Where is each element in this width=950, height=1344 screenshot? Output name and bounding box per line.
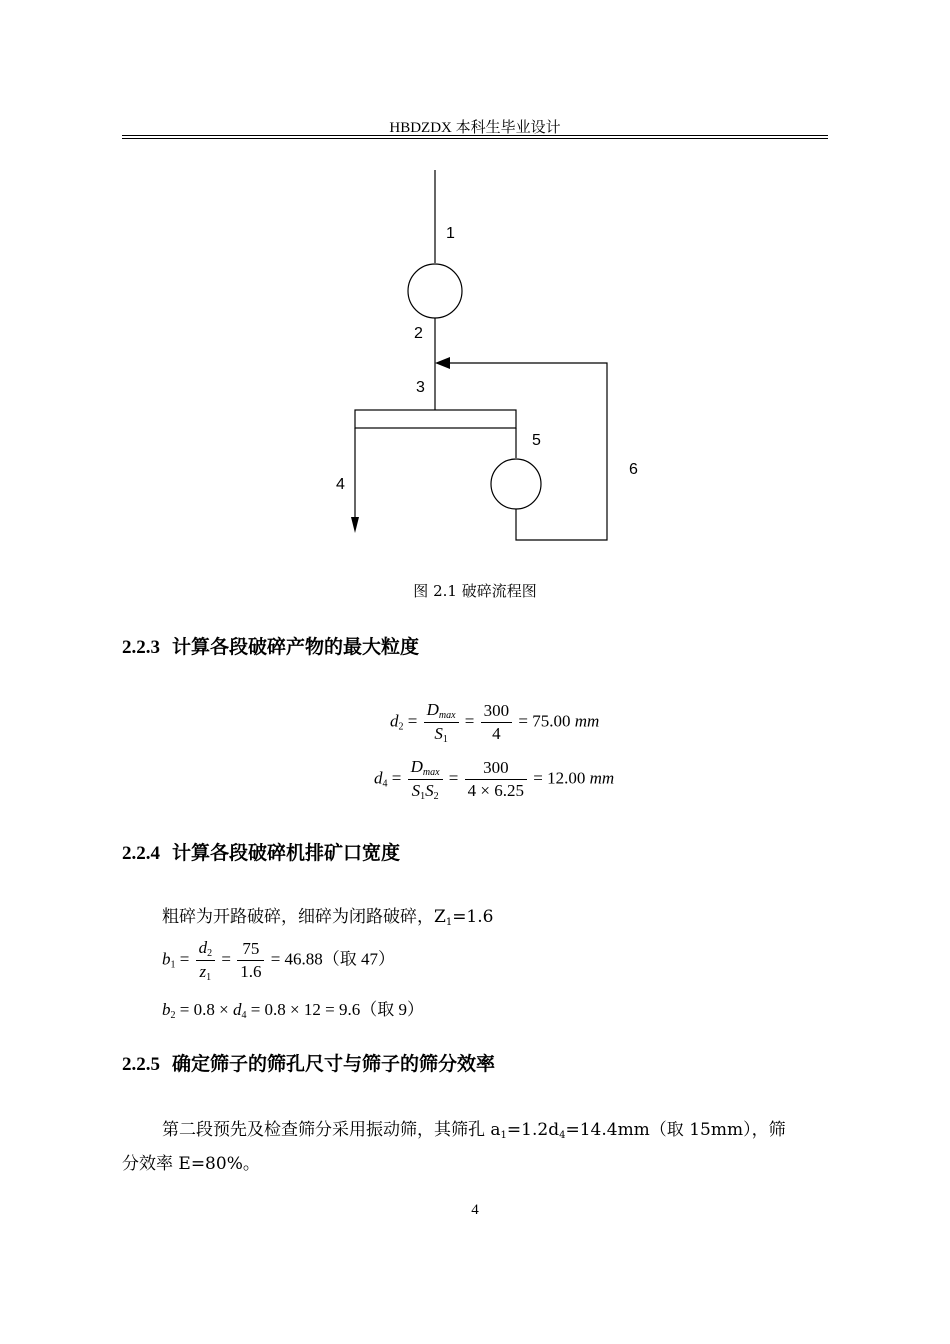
fraction <box>465 758 527 801</box>
screen-paragraph-line2: 分效率 E=80%。 <box>122 1154 260 1174</box>
label-6: 6 <box>629 461 638 478</box>
var: d <box>198 938 208 957</box>
sub: 1 <box>445 917 453 928</box>
sub: 4 <box>382 778 388 790</box>
unit: mm <box>574 711 600 731</box>
var: d <box>390 711 399 731</box>
fine-crusher <box>491 459 541 509</box>
return-loop-line <box>444 363 607 540</box>
fraction <box>237 939 264 982</box>
sub: max <box>422 767 440 778</box>
equation-d2: $d_2$ = $\frac{D_{max}}{S_1}$ = $\frac{300}{4}$ = 75.00 mm <box>390 700 600 745</box>
section-title: 确定筛子的筛孔尺寸与筛子的筛分效率 <box>172 1053 496 1075</box>
sub: 4 <box>559 1130 566 1141</box>
equation-b2: $b_2 = 0.8 \times d_4 = 0.8 \times 12 = 9.6$（取 9） <box>162 1000 424 1021</box>
section-number: 2.2.3 <box>122 637 160 658</box>
numerator: 300 <box>465 758 527 780</box>
section-title: 计算各段破碎产物的最大粒度 <box>172 636 420 658</box>
page-header: HBDZDX 本科生毕业设计 <box>389 120 561 136</box>
equation-d4: $d_4$ = $\frac{D_{max}}{S_1S_2}$ = $\frac{300}{4 \times 6.25}$ = 12.00 mm <box>374 757 615 802</box>
sub: 1 <box>206 972 212 983</box>
fraction <box>424 700 459 745</box>
text: =1.6 <box>452 907 494 927</box>
var: b <box>162 1000 171 1019</box>
expr: = 0.8 × 12 = 9.6 <box>250 1000 361 1019</box>
var: D <box>426 700 439 719</box>
sub: 1 <box>500 1130 507 1141</box>
figure-caption: 图 2.1 破碎流程图 <box>413 582 537 600</box>
section-heading-223 <box>122 632 419 659</box>
text: =14.4mm（取 15mm），筛 <box>565 1120 786 1140</box>
screen <box>355 410 516 428</box>
var: S <box>434 724 443 743</box>
denominator: 4 <box>492 724 501 743</box>
fraction <box>196 938 216 983</box>
var: S <box>425 781 434 800</box>
label-2: 2 <box>414 325 423 342</box>
return-arrow-icon <box>435 357 450 369</box>
header-rule <box>122 135 828 136</box>
denominator: 1.6 <box>240 962 262 981</box>
label-1: 1 <box>446 225 455 242</box>
var: b <box>162 949 171 969</box>
sub: 2 <box>170 1010 176 1021</box>
unit: mm <box>589 768 615 788</box>
var: D <box>410 757 423 776</box>
numerator: 75 <box>237 939 264 961</box>
page-number: 4 <box>471 1202 479 1218</box>
label-5: 5 <box>532 432 541 449</box>
crushing-flowchart <box>300 165 660 555</box>
label-4: 4 <box>336 476 345 493</box>
crushing-mode-text <box>162 900 493 940</box>
sub: 1 <box>420 791 426 802</box>
sub: max <box>438 710 456 721</box>
section-heading-225 <box>122 1049 495 1076</box>
var: S <box>411 781 421 800</box>
note: （取 47） <box>322 949 396 969</box>
coarse-crusher <box>408 264 462 318</box>
result: 12.00 <box>547 768 586 788</box>
sub: 1 <box>442 734 448 745</box>
label-3: 3 <box>416 379 425 396</box>
section-title: 计算各段破碎机排矿口宽度 <box>172 842 401 864</box>
var: z <box>199 962 207 981</box>
var: d <box>232 1000 242 1019</box>
section-heading-224 <box>122 838 400 865</box>
section-number: 2.2.4 <box>122 843 160 864</box>
numerator: 300 <box>481 701 513 723</box>
expr: 0.8 × <box>193 1000 233 1019</box>
sub: 2 <box>433 791 439 802</box>
denominator: 4 × 6.25 <box>467 781 524 800</box>
sub: 1 <box>170 959 176 971</box>
product-arrow-icon <box>351 517 359 533</box>
sub: 2 <box>207 948 213 959</box>
result: 75.00 <box>532 711 571 731</box>
text: 第二段预先及检查筛分采用振动筛，其筛孔 a <box>162 1120 501 1140</box>
result: 46.88 <box>284 949 323 969</box>
sub: 2 <box>398 721 404 733</box>
text: 粗碎为开路破碎，细碎为闭路破碎，Z <box>162 907 446 927</box>
text: =1.2d <box>506 1120 560 1140</box>
var: d <box>374 768 383 788</box>
fraction <box>481 701 513 744</box>
fraction <box>408 757 443 802</box>
equation-b1: $b_1$ = $\frac{d_2}{z_1}$ = $\frac{75}{1.6}$ = 46.88（取 47） <box>162 938 396 983</box>
sub: 4 <box>241 1010 247 1021</box>
section-number: 2.2.5 <box>122 1054 160 1075</box>
header-rule-thick <box>122 138 828 139</box>
note: （取 9） <box>360 1000 424 1019</box>
